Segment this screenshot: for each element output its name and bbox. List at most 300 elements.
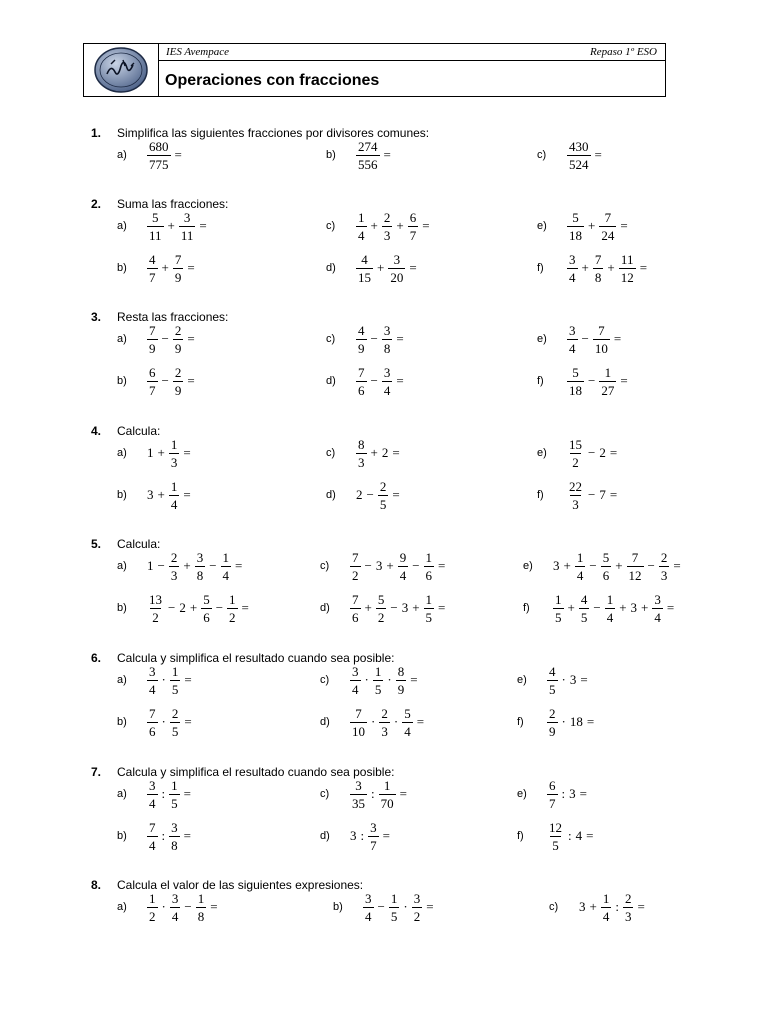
item-label: f) (537, 262, 544, 274)
fraction (356, 211, 367, 242)
numerator: 4 (149, 251, 156, 267)
operator: 1 (147, 445, 154, 460)
numerator: 1 (425, 591, 433, 607)
operator: = (609, 487, 618, 502)
math-expression (565, 253, 649, 284)
denominator: 4 (569, 340, 576, 356)
numerator: 7 (594, 251, 602, 267)
numerator: 2 (170, 549, 178, 565)
numerator: 3 (352, 663, 359, 679)
numerator: 7 (352, 549, 359, 565)
denominator: 6 (358, 382, 365, 398)
math-expression (354, 324, 406, 355)
denominator: 5 (552, 837, 559, 853)
denominator: 8 (383, 340, 391, 356)
numerator: 4 (361, 251, 368, 267)
operator: + (396, 218, 404, 233)
course-level: Repaso 1º ESO (590, 46, 657, 58)
exercise-item (326, 475, 402, 515)
denominator: 4 (602, 908, 610, 924)
exercise-item (320, 774, 409, 814)
numerator: 5 (404, 705, 411, 721)
item-label: e) (523, 560, 533, 572)
denominator: 4 (170, 496, 178, 512)
exercise-item (523, 546, 683, 586)
operator: = (184, 714, 192, 729)
operator: = (235, 558, 243, 573)
operator: + (183, 558, 191, 573)
fraction (605, 593, 616, 624)
numerator: 3 (171, 890, 179, 906)
item-label: a) (117, 788, 127, 800)
fraction (350, 665, 361, 696)
operator: · (561, 714, 566, 729)
operator: = (199, 218, 207, 233)
denominator: 27 (601, 382, 615, 398)
fraction (147, 665, 158, 696)
fraction (147, 892, 158, 923)
page-title: Operaciones con fracciones (165, 72, 380, 89)
exercise-item (117, 361, 197, 401)
exercise-item (537, 248, 649, 288)
numerator: 8 (358, 436, 365, 452)
exercise-item (326, 206, 432, 246)
operator: = (438, 558, 446, 573)
numerator: 7 (149, 819, 156, 835)
operator: + (377, 260, 385, 275)
operator: = (210, 899, 218, 914)
math-expression (348, 707, 426, 738)
exercise-item (117, 660, 194, 700)
denominator: 7 (549, 795, 556, 811)
item-label: a) (117, 333, 127, 345)
operator: − (412, 558, 420, 573)
numerator: 3 (413, 890, 421, 906)
operator: − (647, 558, 655, 573)
numerator: 2 (383, 209, 391, 225)
question-text: Calcula y simplifica el resultado cuando sea posible: (117, 651, 395, 665)
exercise-item (517, 774, 589, 814)
denominator: 10 (594, 340, 608, 356)
operator: = (416, 714, 425, 729)
numerator: 4 (549, 663, 556, 679)
operator: = (187, 260, 195, 275)
operator: · (393, 714, 399, 729)
fraction (593, 253, 604, 284)
operator: = (620, 373, 628, 388)
item-label: d) (326, 262, 336, 274)
numerator: 5 (602, 549, 610, 565)
denominator: 5 (390, 908, 398, 924)
denominator: 8 (197, 908, 205, 924)
numerator: 12 (549, 819, 562, 835)
item-label: a) (117, 901, 127, 913)
denominator: 2 (413, 908, 421, 924)
numerator: 3 (383, 364, 391, 380)
operator: = (666, 600, 675, 615)
math-expression (145, 438, 193, 469)
numerator: 6 (549, 777, 556, 793)
denominator: 4 (365, 908, 372, 924)
item-label: c) (326, 447, 336, 459)
fraction (396, 665, 407, 696)
question-text: Resta las fracciones: (117, 310, 229, 324)
question-text: Calcula y simplifica el resultado cuando sea posible: (117, 765, 395, 779)
numerator: 9 (399, 549, 407, 565)
math-expression (545, 707, 596, 738)
math-expression (565, 211, 630, 242)
numerator: 1 (170, 436, 178, 452)
numerator: 5 (152, 209, 159, 225)
item-label: c) (537, 149, 547, 161)
header-divider (158, 60, 665, 61)
denominator: 7 (149, 269, 156, 285)
numerator: 1 (383, 777, 391, 793)
operator: = (241, 600, 249, 615)
fraction (378, 480, 389, 511)
fraction (382, 211, 393, 242)
item-label: d) (320, 830, 330, 842)
operator: + (364, 600, 372, 615)
numerator: 1 (170, 478, 178, 494)
item-label: a) (117, 560, 127, 572)
fraction (169, 480, 180, 511)
numerator: 7 (149, 322, 156, 338)
operator: − (377, 899, 385, 914)
math-expression (145, 324, 197, 355)
denominator: 2 (572, 454, 579, 470)
math-expression (145, 366, 197, 397)
numerator: 22 (569, 478, 582, 494)
exercise-item (117, 433, 193, 473)
operator: 2 (179, 600, 186, 615)
worksheet-header (83, 43, 666, 97)
item-label: b) (117, 830, 127, 842)
denominator: 9 (397, 681, 405, 697)
fraction (373, 665, 384, 696)
denominator: 3 (170, 567, 178, 583)
operator: = (399, 786, 407, 801)
math-expression (545, 821, 595, 852)
item-label: b) (333, 901, 343, 913)
question-text: Suma las fracciones: (117, 197, 229, 211)
numerator: 1 (602, 890, 610, 906)
numerator: 7 (149, 705, 156, 721)
denominator: 7 (149, 382, 156, 398)
operator: : (568, 828, 572, 843)
operator: = (392, 445, 400, 460)
operator: = (396, 331, 404, 346)
operator: = (609, 445, 618, 460)
math-expression (145, 593, 251, 624)
item-label: b) (117, 716, 127, 728)
operator: 18 (569, 714, 583, 729)
operator: · (161, 672, 166, 687)
denominator: 2 (152, 609, 159, 625)
operator: = (586, 828, 594, 843)
exercise-item (320, 546, 447, 586)
operator: = (187, 331, 195, 346)
math-expression (145, 779, 193, 810)
fraction (170, 665, 181, 696)
item-label: c) (320, 674, 330, 686)
numerator: 4 (580, 591, 588, 607)
fraction (147, 593, 164, 624)
fraction (147, 366, 158, 397)
operator: 4 (575, 828, 583, 843)
fraction (567, 211, 584, 242)
math-expression (354, 438, 402, 469)
operator: : (360, 828, 365, 843)
fraction (619, 253, 636, 284)
math-expression (145, 707, 194, 738)
denominator: 11 (149, 227, 162, 243)
fraction (350, 707, 367, 738)
operator: = (426, 899, 434, 914)
denominator: 9 (174, 340, 182, 356)
fraction (147, 211, 164, 242)
fraction (388, 253, 405, 284)
denominator: 4 (222, 567, 230, 583)
denominator: 5 (171, 681, 179, 697)
operator: + (619, 600, 627, 615)
denominator: 3 (660, 567, 668, 583)
operator: = (594, 147, 602, 162)
math-expression (145, 892, 220, 923)
item-label: e) (537, 333, 547, 345)
fraction (169, 551, 180, 582)
school-name: IES Avempace (166, 46, 230, 58)
numerator: 3 (149, 663, 156, 679)
denominator: 4 (383, 382, 391, 398)
item-label: e) (537, 220, 547, 232)
denominator: 18 (569, 227, 582, 243)
exercise-item (117, 319, 197, 359)
fraction (227, 593, 238, 624)
exercise-item (517, 702, 596, 742)
denominator: 6 (203, 609, 210, 625)
numerator: 3 (569, 251, 576, 267)
fraction (147, 253, 158, 284)
fraction (169, 779, 180, 810)
denominator: 6 (352, 609, 359, 625)
numerator: 3 (355, 777, 362, 793)
exercise-item (117, 248, 197, 288)
denominator: 4 (404, 723, 411, 739)
numerator: 3 (393, 251, 401, 267)
operator: + (607, 260, 615, 275)
item-label: d) (326, 375, 336, 387)
math-expression (348, 665, 420, 696)
fraction (173, 253, 184, 284)
numerator: 6 (409, 209, 417, 225)
math-expression (565, 480, 619, 511)
denominator: 8 (171, 837, 178, 853)
operator: · (161, 899, 166, 914)
operator: = (396, 373, 404, 388)
numerator: 7 (355, 705, 362, 721)
operator: − (366, 487, 374, 502)
operator: − (588, 373, 596, 388)
operator: − (588, 487, 596, 502)
fraction (350, 779, 367, 810)
denominator: 12 (628, 567, 642, 583)
denominator: 15 (358, 269, 371, 285)
exercise-item (537, 433, 619, 473)
numerator: 3 (196, 549, 204, 565)
item-label: b) (117, 602, 127, 614)
operator: 7 (599, 487, 606, 502)
denominator: 5 (171, 795, 178, 811)
numerator: 2 (381, 705, 388, 721)
math-expression (354, 253, 419, 284)
operator: + (386, 558, 394, 573)
math-expression (354, 140, 393, 171)
denominator: 4 (149, 795, 156, 811)
operator: − (209, 558, 217, 573)
denominator: 5 (171, 723, 179, 739)
math-expression (545, 779, 589, 810)
operator: − (588, 445, 596, 460)
denominator: 4 (352, 681, 359, 697)
numerator: 2 (174, 364, 182, 380)
denominator: 7 (370, 837, 377, 853)
question-text: Calcula: (117, 424, 161, 438)
item-label: e) (537, 447, 547, 459)
question-number: 2. (91, 197, 102, 211)
operator: − (161, 331, 169, 346)
question-number: 1. (91, 126, 102, 140)
fraction (382, 366, 393, 397)
question-text: Calcula el valor de las siguientes expresiones: (117, 878, 364, 892)
numerator: 1 (229, 591, 236, 607)
fraction (363, 892, 374, 923)
numerator: 5 (203, 591, 210, 607)
exercise-item (320, 816, 392, 856)
math-expression (145, 551, 244, 582)
operator: · (387, 672, 392, 687)
fraction (575, 551, 586, 582)
numerator: 2 (171, 705, 179, 721)
numerator: 680 (149, 138, 169, 154)
exercise-item (117, 135, 184, 175)
numerator: 1 (576, 549, 584, 565)
operator: − (581, 331, 589, 346)
fraction (547, 779, 558, 810)
numerator: 5 (572, 209, 579, 225)
fraction (368, 821, 379, 852)
fraction (147, 324, 158, 355)
fraction (350, 593, 361, 624)
logo-cell (84, 44, 159, 96)
exercise-item (320, 588, 447, 628)
fraction (173, 366, 184, 397)
denominator: 11 (180, 227, 194, 243)
fraction (356, 324, 367, 355)
operator: 2 (599, 445, 606, 460)
question-text: Simplifica las siguientes fracciones por divisores comunes: (117, 126, 430, 140)
operator: − (184, 899, 192, 914)
fraction (147, 140, 171, 171)
denominator: 4 (358, 227, 365, 243)
math-expression (551, 593, 676, 624)
fraction (379, 779, 396, 810)
exercise-item (517, 660, 590, 700)
item-label: c) (326, 333, 336, 345)
numerator: 7 (631, 549, 639, 565)
operator: 1 (147, 558, 154, 573)
denominator: 20 (390, 269, 404, 285)
item-label: a) (117, 149, 127, 161)
numerator: 1 (149, 890, 156, 906)
denominator: 775 (149, 156, 169, 172)
numerator: 3 (183, 209, 191, 225)
operator: + (567, 600, 575, 615)
item-label: c) (549, 901, 559, 913)
denominator: 6 (602, 567, 610, 583)
numerator: 3 (171, 819, 178, 835)
fraction (221, 551, 232, 582)
denominator: 6 (425, 567, 433, 583)
operator: · (364, 672, 369, 687)
operator: = (580, 672, 588, 687)
operator: 3 (569, 786, 576, 801)
fraction (593, 324, 610, 355)
denominator: 5 (374, 681, 382, 697)
operator: = (637, 899, 645, 914)
denominator: 3 (381, 723, 388, 739)
math-expression (348, 593, 447, 624)
denominator: 9 (149, 340, 156, 356)
denominator: 4 (606, 609, 614, 625)
fraction (567, 324, 578, 355)
math-expression (565, 324, 623, 355)
exercise-item (326, 361, 406, 401)
numerator: 2 (660, 549, 668, 565)
denominator: 70 (380, 795, 394, 811)
denominator: 3 (624, 908, 632, 924)
math-expression (565, 438, 619, 469)
numerator: 11 (620, 251, 634, 267)
item-label: d) (326, 489, 336, 501)
operator: 3 (579, 899, 586, 914)
operator: : (161, 828, 166, 843)
operator: − (593, 600, 601, 615)
math-expression (145, 253, 197, 284)
item-label: f) (537, 489, 544, 501)
math-expression (145, 821, 193, 852)
operator: − (390, 600, 398, 615)
denominator: 4 (576, 567, 584, 583)
item-label: f) (537, 375, 544, 387)
operator: : (161, 786, 166, 801)
denominator: 4 (149, 837, 156, 853)
operator: + (157, 445, 165, 460)
fraction (147, 821, 158, 852)
numerator: 2 (624, 890, 632, 906)
numerator: 3 (569, 322, 576, 338)
fraction (408, 211, 419, 242)
denominator: 2 (377, 609, 385, 625)
numerator: 3 (370, 819, 377, 835)
denominator: 10 (352, 723, 365, 739)
exercise-item (326, 135, 393, 175)
math-expression (354, 211, 432, 242)
fraction (147, 707, 158, 738)
math-expression (354, 366, 406, 397)
operator: = (586, 714, 595, 729)
exercise-item (326, 248, 419, 288)
